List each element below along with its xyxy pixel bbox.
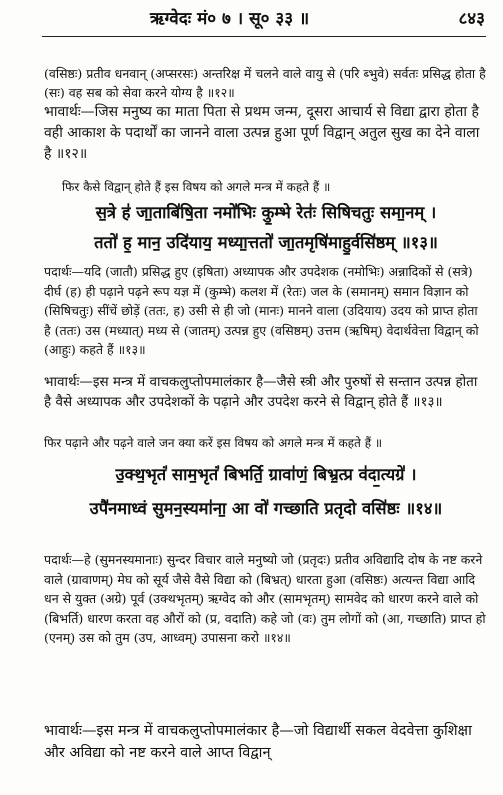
bhavartha-12: भावार्थः—जिस मनुष्य का माता पिता से प्रथम जन्म, दूसरा आचार्य से विद्या द्वारा होता है वही आकाश के पदार्थों का जानने वाला उत्पन्न हुआ पूर्ण विद्वान् अतुल सुख का देने वाला है ॥१२॥ <box>44 104 480 162</box>
mantra-intro-14: फिर पढ़ाने और पढ़ने वाले जन क्या करें इस विषय को अगले मन्त्र में कहते हैं ॥ <box>44 436 383 450</box>
page-header <box>0 4 503 34</box>
bhavartha-14: भावार्थः—इस मन्त्र में वाचकलुप्तोपमालंकार है—जो विद्यार्थी सकल वेदवेत्ता कुशिक्षा और अविद्या को नष्ट करने वाले आप्त विद्वान् <box>44 723 472 761</box>
padartha-continued: (वसिष्ठः) प्रतीव धनवान् (अप्सरसः) अन्तरिक्ष में चलने वाले वायु से (परि ब्भुवे) सर्वतः प्रसिद्ध होता है (सः) वह सब को सेवा करने योग्य है ॥१२॥ <box>44 66 486 100</box>
mantra-intro-13: फिर कैसे विद्वान् होते हैं इस विषय को अगले मन्त्र में कहते हैं ॥ <box>62 180 331 194</box>
padartha-13: पदार्थः—यदि (जातौ) प्रसिद्ध हुए (इषिता) अध्यापक और उपदेशक (नमोभिः) अन्नादिकों से (सत्रे) दीर्घ (ह) ही पढ़ाने पढ़ने रूप यज्ञ में (कुम्भे) कलश में (रेतः) जल के (समानम्) समान विज्ञान को (सिषिचतुः) सींचें छोड़ें (ततः, ह) उसी से ही जो (मानः) मानने वाला (उदियाय) उदय को प्राप्त होता है (ततः) उस (मध्यात्) मध्य से (जातम्) उत्पन्न हुए (वसिष्ठम्) उत्तम (ऋषिम्) वेदार्थवेत्ता विद्वान् को (आहुः) कहते हैं ॥१३॥ <box>44 264 479 357</box>
mantra-14-line-2: उपै॑नमाध्वं सुमन॒स्यमा॑ना॒ आ वो॑ गच्छाति प्रतृदो वसि॑ष्ठः ॥१४॥ <box>89 499 443 518</box>
mantra-14-line-1: उ॒क्थ॒भृतं॑ साम॒भृतं॑ बिभर्ति॒ ग्रावा॑णं॒ बिभ्र॒त्प्र व॑दा॒त्यग्रे॑ । <box>115 465 417 484</box>
header-rule <box>42 36 486 37</box>
padartha-14: पदार्थः—हे (सुमनस्यमानाः) सुन्दर विचार वाले मनुष्यो जो (प्रतृदः) प्रतीव अविद्यादि दोष के नष्ट करने वाले (ग्रावाणम्) मेघ को सूर्य जैसे वैसे विद्या को (बिभ्रत्) धारता हुआ (वसिष्ठः) अत्यन्त विद्या आदि धन से युक्त (अग्रे) पूर्व (उक्थभृतम्) ऋग्वेद को और (सामभृतम्) सामवेद को धारण करने वाले को (बिभर्ति) धारण करता वह औरों को (प्र, वदाति) कहे जो (वः) तुम लोगों को (आ, गच्छाति) प्राप्त हो (एनम्) उस को तुम (उप, आध्वम्) उपासना करो ॥१४॥ <box>44 552 486 645</box>
running-title: ऋग्वेदः मं० ७ । सू० ३३ ॥ <box>150 9 310 29</box>
mantra-13-line-2: ततो॑ ह॒ मान॒ उदि॑याय॒ मध्या॒त्ततो॑ जा॒तमृषि॑माहु॒र्वसि॑ष्ठम् ॥१३॥ <box>94 233 438 252</box>
mantra-13-line-1: स॒त्रे ह॑ जा॒ताबि॑षि॒ता नमो॑भिः कु॒म्भे रेतः॑ सिषिचतुः समा॒नम् । <box>95 203 437 222</box>
page-number: ८४३ <box>458 9 485 29</box>
bhavartha-13: भावार्थः—इस मन्त्र में वाचकलुप्तोपमालंकार है—जैसे स्त्री और पुरुषों से सन्तान उत्पन्न होता है वैसे अध्यापक और उपदेशकों के पढ़ाने और उपदेश करने से विद्वान् होते हैं ॥१३॥ <box>44 374 478 410</box>
